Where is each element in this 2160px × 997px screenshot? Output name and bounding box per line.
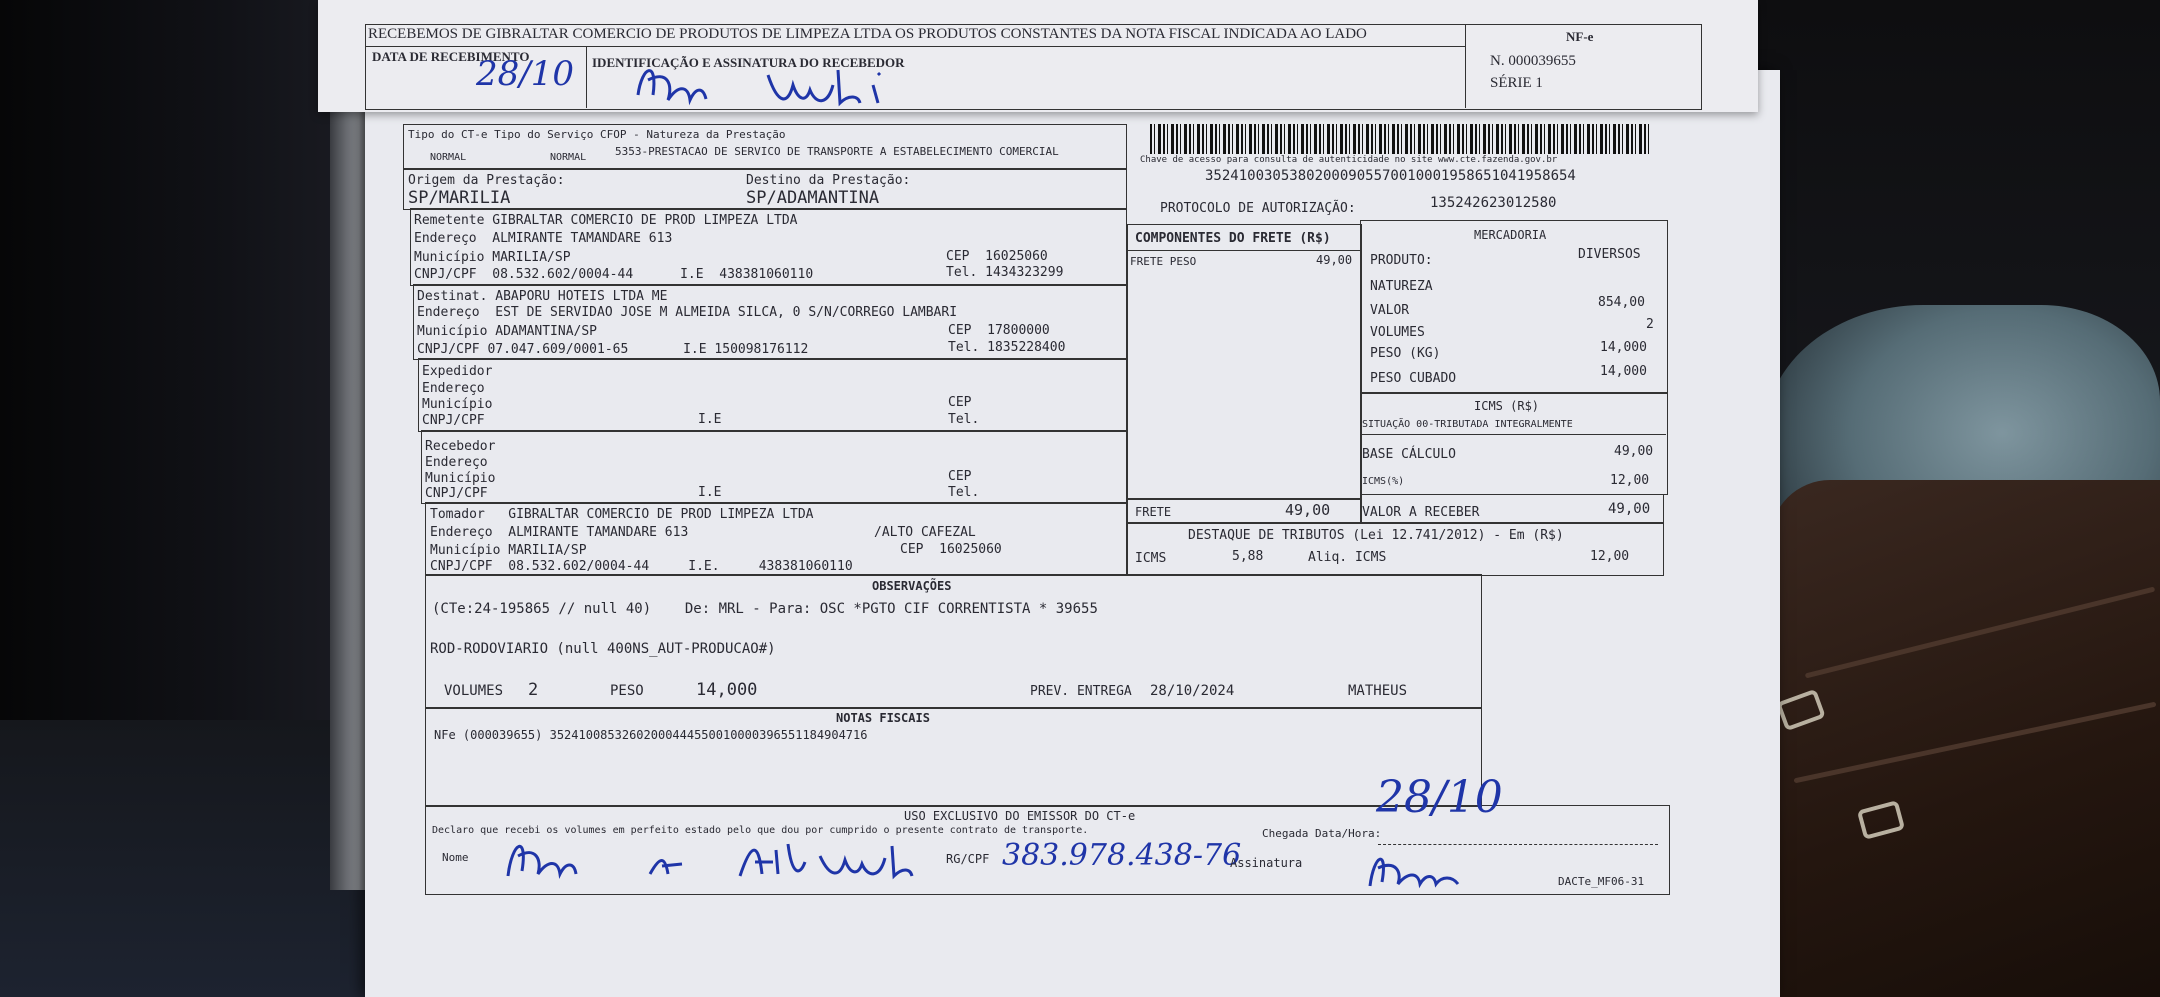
produto-label: PRODUTO: (1370, 253, 1433, 268)
valor-label: VALOR (1370, 303, 1410, 318)
recebedor-cnpj: CNPJ/CPF (425, 486, 488, 501)
uso-exclusivo: USO EXCLUSIVO DO EMISSOR DO CT-e (904, 809, 1136, 823)
recebedor-cep: CEP (948, 469, 972, 484)
tipo-cte: NORMAL (430, 152, 467, 163)
obs-peso-value: 14,000 (696, 680, 758, 700)
protocolo-label: PROTOCOLO DE AUTORIZAÇÃO: (1160, 201, 1356, 216)
chave-acesso: 35241003053802000905570010001958651041958654 (1205, 168, 1576, 184)
expedidor-box (418, 358, 1127, 432)
observacoes-title: OBSERVAÇÕES (872, 579, 952, 593)
handwritten-receipt-date: 28/10 (476, 54, 574, 94)
recebedor-address: Endereço (425, 455, 488, 470)
form-code: DACTe_MF06-31 (1558, 875, 1645, 888)
footer-name-signature (500, 826, 920, 886)
remetente-tel: Tel. 1434323299 (946, 265, 1064, 280)
origem: SP/MARILIA (408, 188, 511, 208)
expedidor-city: Município (422, 397, 493, 412)
destinatario-tel: Tel. 1835228400 (948, 340, 1066, 355)
obs-volumes-value: 2 (528, 680, 539, 700)
access-key-barcode (1150, 124, 1650, 154)
tomador-address: Endereço ALMIRANTE TAMANDARE 613 (430, 525, 689, 540)
expedidor-cep: CEP (948, 395, 972, 410)
tributos-icms-label: ICMS (1135, 551, 1167, 566)
destinatario-city: Município ADAMANTINA/SP (417, 324, 598, 339)
obs-volumes-label: VOLUMES (444, 683, 504, 699)
base-calculo-label: BASE CÁLCULO (1362, 447, 1456, 462)
recebedor-tel: Tel. (948, 485, 980, 500)
natureza-label: NATUREZA (1370, 279, 1433, 294)
origem-label: Origem da Prestação: (408, 173, 565, 188)
icms-situacao: SITUAÇÃO 00-TRIBUTADA INTEGRALMENTE (1362, 419, 1573, 430)
destino: SP/ADAMANTINA (746, 188, 880, 208)
destinatario-cep: CEP 17800000 (948, 323, 1050, 338)
chave-label: Chave de acesso para consulta de autenticidade no site www.cte.fazenda.gov.br (1140, 155, 1558, 165)
tributos-icms-value: 5,88 (1232, 549, 1264, 564)
tomador-city: Município MARILIA/SP (430, 543, 587, 558)
notas-fiscais-box (425, 707, 1482, 807)
produto-value: DIVERSOS (1578, 247, 1641, 262)
expedidor-cnpj: CNPJ/CPF (422, 413, 485, 428)
recebedor-label: Recebedor (425, 439, 496, 454)
driver-name: MATHEUS (1348, 683, 1408, 699)
remetente-address: Endereço ALMIRANTE TAMANDARE 613 (414, 231, 673, 246)
peso-label: PESO (KG) (1370, 346, 1441, 361)
tributos-aliq-value: 12,00 (1590, 549, 1630, 564)
recebedor-ie: I.E (698, 485, 722, 500)
valor-receber-value: 49,00 (1608, 501, 1651, 517)
base-calculo-value: 49,00 (1614, 444, 1654, 459)
obs-peso-label: PESO (610, 683, 644, 699)
receiver-id-label: IDENTIFICAÇÃO E ASSINATURA DO RECEBEDOR (592, 55, 905, 70)
destino-label: Destino da Prestação: (746, 173, 911, 188)
leather-bag (1770, 480, 2160, 997)
destinatario-cnpj: CNPJ/CPF 07.047.609/0001-65 I.E 150098176112 (417, 342, 809, 357)
assinatura-label: Assinatura (1230, 856, 1303, 870)
notas-fiscais-title: NOTAS FISCAIS (836, 711, 930, 725)
stub-header: RECEBEMOS DE GIBRALTAR COMERCIO DE PRODUTOS DE LIMPEZA LTDA OS PRODUTOS CONSTANTES DA NOTA FISCAL INDICADA AO LADO (368, 26, 1367, 42)
nota-fiscal-line: NFe (000039655) 35241008532602000444550010000396551184904716 (434, 728, 868, 742)
valor-value: 854,00 (1598, 295, 1645, 310)
frete-components-label: COMPONENTES DO FRETE (R$) (1135, 231, 1331, 246)
tomador-cnpj: CNPJ/CPF 08.532.602/0004-44 I.E. 438381060110 (430, 559, 853, 574)
frete-peso-label: FRETE PESO (1130, 255, 1197, 268)
protocolo: 135242623012580 (1430, 195, 1557, 211)
frete-label: FRETE (1135, 505, 1172, 519)
nome-label: Nome (442, 851, 469, 864)
frete-value: 49,00 (1285, 501, 1331, 519)
icms-aliq-value: 12,00 (1610, 473, 1650, 488)
expedidor-ie: I.E (698, 412, 722, 427)
cfop: 5353-PRESTACAO DE SERVICO DE TRANSPORTE A ESTABELECIMENTO COMERCIAL (615, 145, 1059, 158)
background-jeans (0, 720, 380, 997)
tomador-cep: CEP 16025060 (900, 542, 1002, 557)
receiver-signature (628, 55, 948, 115)
tributos-aliq-label: Aliq. ICMS (1308, 550, 1387, 565)
receipt-date-label: DATA DE RECEBIMENTO (372, 49, 530, 64)
expedidor-label: Expedidor (422, 364, 493, 379)
tipo-header: Tipo do CT-e Tipo do Serviço CFOP - Natureza da Prestação (408, 128, 786, 141)
chegada-label: Chegada Data/Hora: (1262, 827, 1382, 840)
footer-signature (1362, 842, 1482, 892)
icms-aliq-label: ICMS(%) (1362, 476, 1405, 487)
prev-entrega-value: 28/10/2024 (1150, 683, 1235, 699)
peso-cubado-value: 14,000 (1600, 364, 1647, 379)
volumes-value: 2 (1646, 317, 1654, 332)
frete-peso-value: 49,00 (1316, 253, 1353, 267)
tributos-title: DESTAQUE DE TRIBUTOS (Lei 12.741/2012) - Em (R$) (1188, 528, 1564, 543)
nf-serie: SÉRIE 1 (1490, 75, 1543, 91)
remetente-cep: CEP 16025060 (946, 249, 1048, 264)
observacoes-line-1: (CTe:24-195865 // null 40) De: MRL - Para: OSC *PGTO CIF CORRENTISTA * 39655 (432, 601, 1098, 617)
observacoes-line-2: ROD-RODOVIARIO (null 400NS_AUT-PRODUCAO#) (430, 641, 776, 657)
remetente-cnpj: CNPJ/CPF 08.532.602/0004-44 I.E 438381060110 (414, 267, 814, 282)
receipt-stub (318, 0, 1758, 112)
peso-cubado-label: PESO CUBADO (1370, 371, 1457, 386)
nfe-label: NF-e (1566, 29, 1594, 44)
remetente-name: Remetente GIBRALTAR COMERCIO DE PROD LIMPEZA LTDA (414, 213, 798, 228)
handwritten-rg-cpf: 383.978.438-76 (1002, 838, 1242, 873)
valor-receber-label: VALOR A RECEBER (1362, 505, 1480, 520)
volumes-label: VOLUMES (1370, 325, 1425, 340)
declaracao: Declaro que recebi os volumes em perfeito estado pelo que dou por cumprido o presente contrato de transporte. (432, 825, 1089, 836)
destinatario-name: Destinat. ABAPORU HOTEIS LTDA ME (417, 289, 668, 304)
destinatario-address: Endereço EST DE SERVIDAO JOSE M ALMEIDA SILCA, 0 S/N/CORREGO LAMBARI (417, 305, 958, 320)
tomador-bairro: /ALTO CAFEZAL (874, 525, 976, 540)
icms-title: ICMS (R$) (1474, 399, 1540, 413)
rg-label: RG/CPF (946, 852, 990, 866)
nf-number: N. 000039655 (1490, 53, 1576, 69)
peso-value: 14,000 (1600, 340, 1647, 355)
prev-entrega-label: PREV. ENTREGA (1030, 684, 1132, 699)
handwritten-arrival-date: 28/10 (1376, 772, 1503, 823)
recebedor-box (421, 430, 1127, 504)
remetente-city: Município MARILIA/SP (414, 250, 571, 265)
tipo-servico: NORMAL (550, 152, 587, 163)
expedidor-address: Endereço (422, 381, 485, 396)
recebedor-city: Município (425, 471, 496, 486)
expedidor-tel: Tel. (948, 412, 980, 427)
tomador-name: Tomador GIBRALTAR COMERCIO DE PROD LIMPEZA LTDA (430, 507, 814, 522)
mercadoria-title: MERCADORIA (1474, 228, 1547, 242)
